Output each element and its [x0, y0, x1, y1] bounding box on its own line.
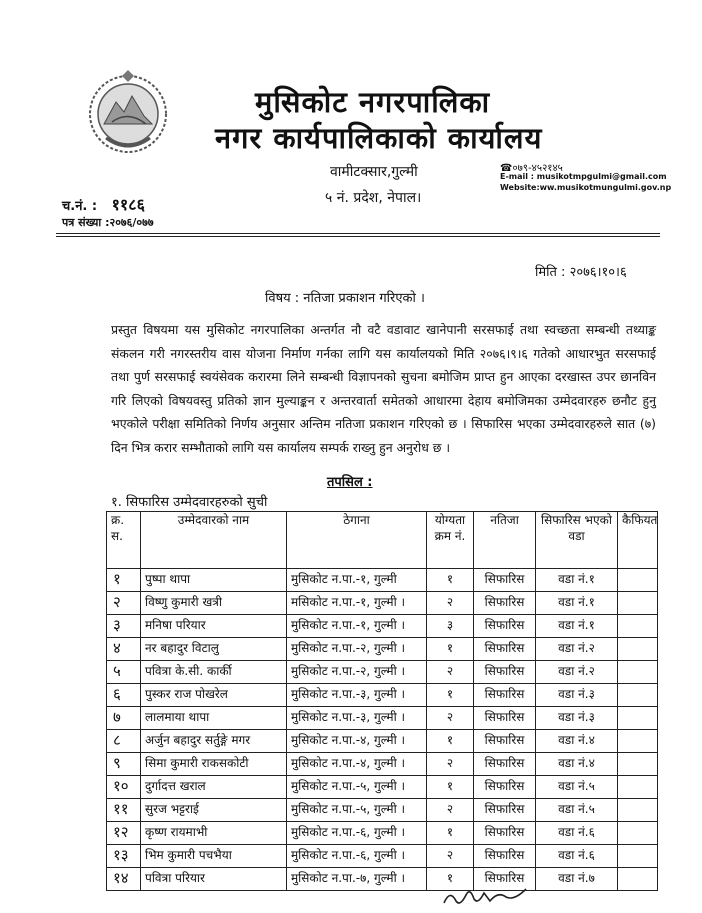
cell-name: पुष्पा थापा [141, 569, 287, 592]
table-header-row [107, 512, 658, 569]
chalani-label: च.नं. : [62, 199, 98, 214]
cell-sn: १० [107, 776, 141, 799]
table-row [107, 569, 658, 592]
cell-ward: वडा नं.६ [536, 822, 618, 845]
header-rank: योग्यता क्रम नं. [427, 512, 474, 569]
cell-name: भिम कुमारी पचभैया [141, 845, 287, 868]
cell-result: सिफारिस [474, 822, 536, 845]
table-row [107, 730, 658, 753]
cell-name: सुरज भट्टराई [141, 799, 287, 822]
email-address: E-mail : musikotmpgulmi@gmail.com [500, 172, 667, 181]
phone-number: ☎०७९-४५२१४५ [500, 163, 563, 174]
header-divider-secondary [56, 236, 660, 237]
cell-remarks [618, 615, 658, 638]
header-divider [56, 233, 660, 234]
cell-rank: २ [427, 845, 474, 868]
cell-name: मनिषा परियार [141, 615, 287, 638]
cell-name: पवित्रा के.सी. कार्की [141, 661, 287, 684]
cell-ward: वडा नं.१ [536, 615, 618, 638]
cell-ward: वडा नं.१ [536, 592, 618, 615]
cell-rank: १ [427, 638, 474, 661]
cell-rank: २ [427, 661, 474, 684]
cell-name: विष्णु कुमारी खत्री [141, 592, 287, 615]
cell-result: सिफारिस [474, 569, 536, 592]
letter-subject: विषय : नतिजा प्रकाशन गरिएको । [265, 291, 425, 306]
cell-rank: २ [427, 799, 474, 822]
cell-remarks [618, 868, 658, 891]
table-row [107, 845, 658, 868]
cell-address: मुसिकोट न.पा.-३, गुल्मी । [287, 684, 427, 707]
cell-remarks [618, 569, 658, 592]
cell-name: पवित्रा परियार [141, 868, 287, 891]
address-line1: वामीटक्सार,गुल्मी [330, 164, 418, 180]
cell-address: मसिकोट न.पा.-१, गुल्मी । [287, 592, 427, 615]
cell-rank: १ [427, 776, 474, 799]
cell-name: लालमाया थापा [141, 707, 287, 730]
table-row [107, 661, 658, 684]
cell-rank: १ [427, 822, 474, 845]
cell-address: मुसिकोट न.पा.-७, गुल्मी । [287, 868, 427, 891]
header-remarks: कैफियत [618, 512, 658, 569]
cell-sn: ४ [107, 638, 141, 661]
cell-ward: वडा नं.५ [536, 776, 618, 799]
cell-ward: वडा नं.७ [536, 868, 618, 891]
cell-rank: १ [427, 730, 474, 753]
cell-address: मुसिकोट न.पा.-२, गुल्मी । [287, 661, 427, 684]
cell-sn: १३ [107, 845, 141, 868]
cell-result: सिफारिस [474, 753, 536, 776]
cell-result: सिफारिस [474, 615, 536, 638]
cell-ward: वडा नं.६ [536, 845, 618, 868]
cell-result: सिफारिस [474, 707, 536, 730]
cell-ward: वडा नं.४ [536, 753, 618, 776]
cell-rank: ३ [427, 615, 474, 638]
cell-address: मुसिकोट न.पा.-४, गुल्मी । [287, 730, 427, 753]
cell-remarks [618, 730, 658, 753]
cell-ward: वडा नं.१ [536, 569, 618, 592]
cell-sn: ६ [107, 684, 141, 707]
cell-address: मुसिकोट न.पा.-४, गुल्मी । [287, 753, 427, 776]
cell-remarks [618, 638, 658, 661]
table-row [107, 615, 658, 638]
cell-sn: ७ [107, 707, 141, 730]
cell-remarks [618, 822, 658, 845]
cell-remarks [618, 753, 658, 776]
table-row [107, 822, 658, 845]
cell-sn: १४ [107, 868, 141, 891]
cell-result: सिफारिस [474, 730, 536, 753]
cell-rank: २ [427, 753, 474, 776]
cell-rank: १ [427, 868, 474, 891]
cell-remarks [618, 845, 658, 868]
cell-address: मुसिकोट न.पा.-२, गुल्मी । [287, 638, 427, 661]
table-row [107, 868, 658, 891]
cell-name: कृष्ण रायमाभी [141, 822, 287, 845]
results-table [106, 511, 658, 891]
cell-result: सिफारिस [474, 845, 536, 868]
cell-remarks [618, 707, 658, 730]
cell-rank: २ [427, 707, 474, 730]
cell-remarks [618, 776, 658, 799]
cell-result: सिफारिस [474, 868, 536, 891]
cell-sn: ३ [107, 615, 141, 638]
cell-name: नर बहादुर विटालु [141, 638, 287, 661]
cell-sn: ११ [107, 799, 141, 822]
header-name: उम्मेदवारको नाम [141, 512, 287, 569]
list-title: १. सिफारिस उम्मेदवारहरुको सुची [111, 495, 268, 510]
table-row [107, 707, 658, 730]
tapsil-heading: तपसिल : [327, 475, 373, 490]
letter-date: मिति : २०७६।१०।६ [535, 265, 627, 280]
header-ward: सिफारिस भएको वडा [536, 512, 618, 569]
cell-ward: वडा नं.२ [536, 661, 618, 684]
cell-result: सिफारिस [474, 638, 536, 661]
cell-address: मुसिकोट न.पा.-५, गुल्मी । [287, 799, 427, 822]
signature-icon [440, 885, 530, 909]
cell-address: मुसिकोट न.पा.-६, गुल्मी । [287, 822, 427, 845]
cell-sn: २ [107, 592, 141, 615]
cell-rank: १ [427, 684, 474, 707]
cell-result: सिफारिस [474, 799, 536, 822]
cell-address: मुसिकोट न.पा.-१, गुल्मी [287, 569, 427, 592]
table-row [107, 638, 658, 661]
cell-sn: ५ [107, 661, 141, 684]
table-row [107, 684, 658, 707]
table-row [107, 799, 658, 822]
cell-rank: १ [427, 569, 474, 592]
cell-ward: वडा नं.३ [536, 684, 618, 707]
cell-name: पुस्कर राज पोखरेल [141, 684, 287, 707]
cell-result: सिफारिस [474, 684, 536, 707]
cell-ward: वडा नं.३ [536, 707, 618, 730]
body-paragraph: प्रस्तुत विषयमा यस मुसिकोट नगरपालिका अन्तर्गत नौ वटै वडावाट खानेपानी सरसफाई तथा स्वच्छता सम्बन्धी तथ्याङ्क संकलन गरी नगरस्तरीय वास योजना निर्माण गर्नका लागि यस कार्यालयको मिति २०७६।९।६ गतेको आधारभुत सरसफाई तथा पुर्ण सरसफाई स्वयंसेवक करारमा लिने सम्बन्धी विज्ञापनको सुचना बमोजिम प्राप्त हुन आएका दरखास्त उपर छानविन गरि लिएको विषयवस्तु प्रतिको ज्ञान मुल्याङ्कन र अन्तरवार्ता समेतको आधारमा देहाय बमोजिमका उम्मेदवारहरु छनौट हुनु भएकोले परीक्षा समितिको निर्णय अनुसार अन्तिम नतिजा प्रकाशन गरिएको छ । सिफारिस भएका उम्मेदवारहरुले सात (७) दिन भित्र करार सम्भौताको लागि यस कार्यालय सम्पर्क राख्नु हुन अनुरोध छ । [111, 322, 656, 455]
cell-remarks [618, 799, 658, 822]
cell-address: मुसिकोट न.पा.-१, गुल्मी । [287, 615, 427, 638]
org-name-line2: नगर कार्यपालिकाको कार्यालय [215, 121, 543, 155]
cell-sn: ८ [107, 730, 141, 753]
cell-address: मुसिकोट न.पा.-५, गुल्मी । [287, 776, 427, 799]
chalani-number-row [62, 193, 145, 215]
cell-sn: १ [107, 569, 141, 592]
cell-address: मुसिकोट न.पा.-३, गुल्मी । [287, 707, 427, 730]
cell-remarks [618, 592, 658, 615]
header-sn: क्र. स. [107, 512, 141, 569]
cell-result: सिफारिस [474, 661, 536, 684]
cell-rank: २ [427, 592, 474, 615]
chalani-number: ११८६ [111, 195, 145, 214]
cell-ward: वडा नं.२ [536, 638, 618, 661]
cell-name: अर्जुन बहादुर सर्तुङ्गे मगर [141, 730, 287, 753]
header-address: ठेगाना [287, 512, 427, 569]
address-line2: ५ नं. प्रदेश, नेपाल। [325, 190, 422, 206]
header-result: नतिजा [474, 512, 536, 569]
website-address: Website:ww.musikotmungulmi.gov.np [500, 183, 672, 192]
org-name-line1: मुसिकोट नगरपालिका [255, 85, 491, 119]
table-row [107, 753, 658, 776]
cell-ward: वडा नं.५ [536, 799, 618, 822]
cell-name: दुर्गादत्त खराल [141, 776, 287, 799]
patra-sankhya: पत्र संख्या :२०७६/०७७ [62, 216, 154, 229]
cell-remarks [618, 661, 658, 684]
nepal-emblem-icon [82, 66, 174, 158]
cell-sn: ९ [107, 753, 141, 776]
cell-result: सिफारिस [474, 776, 536, 799]
cell-remarks [618, 684, 658, 707]
table-row [107, 776, 658, 799]
cell-sn: १२ [107, 822, 141, 845]
table-row [107, 592, 658, 615]
cell-result: सिफारिस [474, 592, 536, 615]
cell-address: मुसिकोट न.पा.-६, गुल्मी । [287, 845, 427, 868]
cell-name: सिमा कुमारी राकसकोटी [141, 753, 287, 776]
cell-ward: वडा नं.४ [536, 730, 618, 753]
